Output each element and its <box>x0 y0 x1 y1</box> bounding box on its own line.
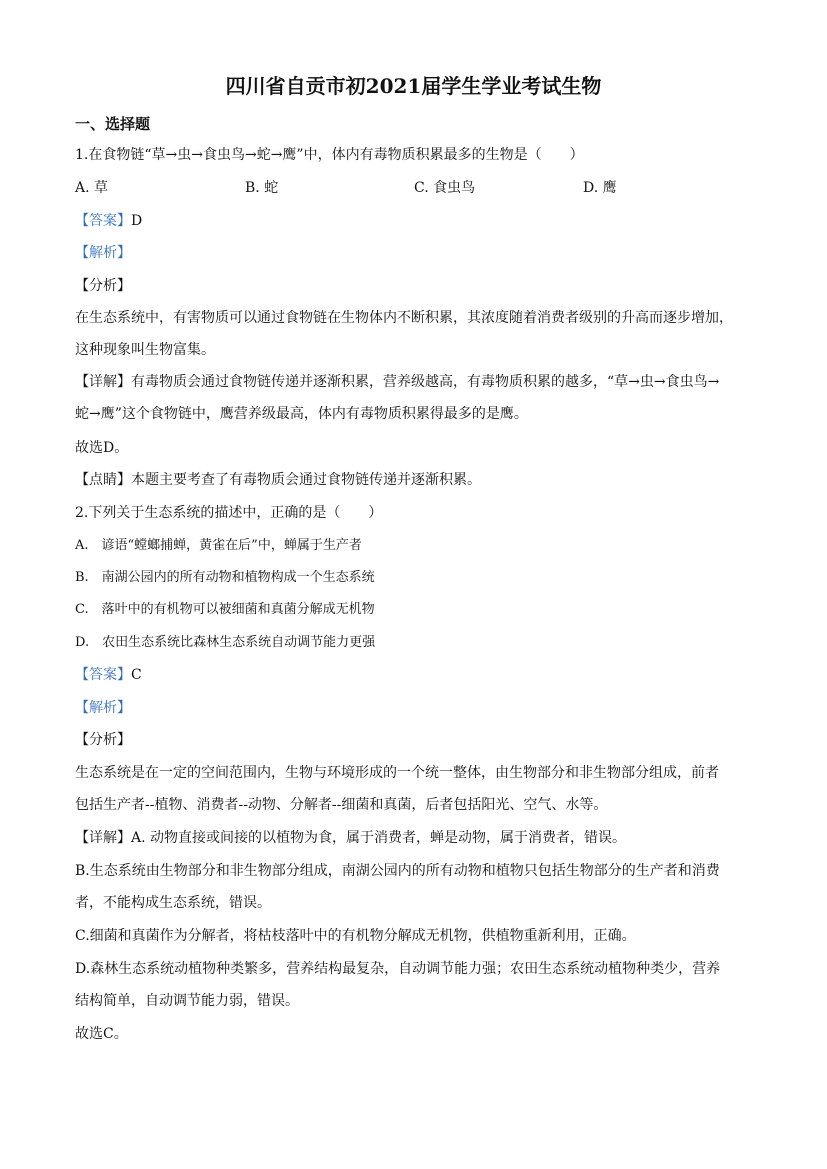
q2-stem: 2.下列关于生态系统的描述中，正确的是（ ） <box>75 505 383 521</box>
section-heading: 一、选择题 <box>75 115 151 133</box>
q1-stem: 1.在食物链“草→虫→食虫鸟→蛇→鹰”中，体内有毒物质积累最多的生物是（ ） <box>75 147 584 163</box>
q1-option-b: B. 蛇 <box>245 180 279 196</box>
q1-answer-label: 【答案】 <box>75 213 131 229</box>
q2-option-a: A. 谚语“螳螂捕蝉，黄雀在后”中，蝉属于生产者 <box>75 538 362 553</box>
q1-choose: 故选D。 <box>75 440 129 456</box>
q1-analysis-label: 【解析】 <box>75 245 131 261</box>
q2-fenxi-line-2: 包括生产者--植物、消费者--动物、分解者--细菌和真菌，后者包括阳光、空气、水等。 <box>75 797 608 813</box>
q1-option-a: A. 草 <box>75 180 109 196</box>
q2-option-b: B. 南湖公园内的所有动物和植物构成一个生态系统 <box>75 570 375 585</box>
document-title: 四川省自贡市初2021届学生学业考试生物 <box>225 74 602 98</box>
q1-answer <box>75 210 755 232</box>
q1-detail-line-1: 【详解】有毒物质会通过食物链传递并逐渐积累，营养级越高，有毒物质积累的越多，“草→虫→食虫鸟→ <box>75 374 720 390</box>
q1-options <box>75 177 755 199</box>
q2-analysis-label: 【解析】 <box>75 700 131 716</box>
q2-detail-c: C.细菌和真菌作为分解者，将枯枝落叶中的有机物分解成无机物，供植物重新利用，正确。 <box>75 928 636 944</box>
q2-fenxi-line-1: 生态系统是在一定的空间范围内，生物与环境形成的一个统一整体，由生物部分和非生物部分组成，前者 <box>75 765 719 781</box>
q2-answer-value: C <box>131 667 142 683</box>
q1-fenxi-line-2: 这种现象叫生物富集。 <box>75 342 215 358</box>
q2-detail-b-line-2: 者，不能构成生态系统，错误。 <box>75 895 271 911</box>
q2-detail-b-line-1: B.生态系统由生物部分和非生物部分组成，南湖公园内的所有动物和植物只包括生物部分的生产者和消费 <box>75 863 720 879</box>
q2-answer <box>75 664 755 686</box>
q2-fenxi-label: 【分析】 <box>75 732 131 748</box>
q2-detail-a: 【详解】A. 动物直接或间接的以植物为食，属于消费者，蝉是动物，属于消费者，错误。 <box>75 830 627 846</box>
q2-detail-d-line-2: 结构简单，自动调节能力弱，错误。 <box>75 993 299 1009</box>
q2-option-d: D. 农田生态系统比森林生态系统自动调节能力更强 <box>75 635 376 650</box>
q1-option-c: C. 食虫鸟 <box>414 180 476 196</box>
q2-answer-label: 【答案】 <box>75 667 131 683</box>
q2-choose: 故选C。 <box>75 1026 128 1042</box>
q1-detail-line-2: 蛇→鹰”这个食物链中，鹰营养级最高，体内有毒物质积累得最多的是鹰。 <box>75 406 528 422</box>
q1-comment: 【点睛】本题主要考查了有毒物质会通过食物链传递并逐渐积累。 <box>75 472 481 488</box>
q2-detail-d-line-1: D.森林生态系统动植物种类繁多，营养结构最复杂，自动调节能力强；农田生态系统动植物种类少，营养 <box>75 961 721 977</box>
q1-fenxi-line-1: 在生态系统中，有害物质可以通过食物链在生物体内不断积累，其浓度随着消费者级别的升高而逐步增加， <box>75 310 733 326</box>
q1-answer-value: D <box>131 213 143 229</box>
q1-fenxi-label: 【分析】 <box>75 278 131 294</box>
q2-option-c: C. 落叶中的有机物可以被细菌和真菌分解成无机物 <box>75 602 375 617</box>
q1-option-d: D. 鹰 <box>583 180 617 196</box>
